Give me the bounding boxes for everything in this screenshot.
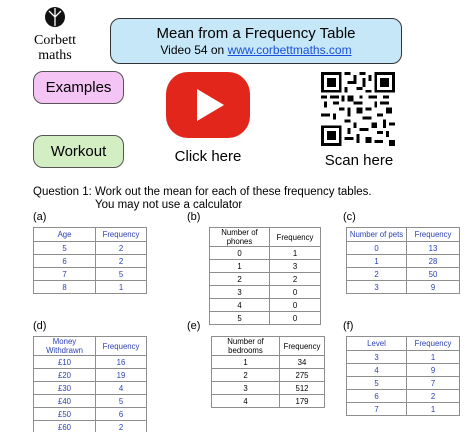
- frequency-table-a: [33, 227, 147, 294]
- table-row: [34, 281, 147, 294]
- frequency-table-e: [211, 336, 325, 408]
- table-cell: 13: [407, 242, 460, 255]
- logo-text-line2: maths: [38, 48, 72, 63]
- part-d-label: (d): [33, 320, 47, 332]
- workout-button[interactable]: Workout: [33, 135, 124, 168]
- part-b-label: (b): [187, 211, 201, 223]
- table-row: [347, 281, 460, 294]
- table-cell: 9: [407, 281, 460, 294]
- table-row: [210, 286, 321, 299]
- table-cell: 1: [347, 255, 407, 268]
- play-video-button[interactable]: [166, 72, 250, 138]
- table-cell: 275: [280, 369, 325, 382]
- table-cell: 0: [270, 286, 321, 299]
- question-line-2: You may not use a calculator: [95, 199, 243, 211]
- frequency-table-f: [346, 336, 460, 416]
- table-cell: 1: [407, 351, 460, 364]
- table-header: Frequency: [96, 337, 147, 356]
- table-cell: 2: [96, 242, 147, 255]
- table-row: [34, 382, 147, 395]
- table-cell: 4: [210, 299, 270, 312]
- table-cell: 5: [347, 377, 407, 390]
- table-cell: 5: [34, 242, 96, 255]
- table-header: Frequency: [407, 337, 460, 351]
- table-cell: 2: [210, 273, 270, 286]
- table-header: Number of pets: [347, 228, 407, 242]
- table-row: [347, 242, 460, 255]
- table-cell: 50: [407, 268, 460, 281]
- qr-code-icon[interactable]: [321, 72, 395, 146]
- table-row: [347, 403, 460, 416]
- table-cell: 0: [270, 312, 321, 325]
- table-cell: 1: [96, 281, 147, 294]
- title-banner: [110, 18, 402, 64]
- table-row: [34, 356, 147, 369]
- frequency-table-c: [346, 227, 460, 294]
- table-header: Number of bedrooms: [212, 337, 280, 356]
- table-cell: 2: [96, 421, 147, 432]
- frequency-table-d: [33, 336, 147, 432]
- table-cell: 6: [96, 408, 147, 421]
- table-cell: 0: [270, 299, 321, 312]
- table-row: [347, 255, 460, 268]
- table-cell: 8: [34, 281, 96, 294]
- table-cell: 0: [347, 242, 407, 255]
- table-cell: 9: [407, 364, 460, 377]
- table-row: [34, 421, 147, 432]
- logo-emblem-icon: [44, 6, 66, 28]
- table-row: [34, 369, 147, 382]
- play-icon: [197, 89, 224, 121]
- examples-button[interactable]: Examples: [33, 71, 124, 104]
- page-title: Mean from a Frequency Table: [156, 25, 356, 42]
- table-row: [210, 260, 321, 273]
- part-f-label: (f): [343, 320, 354, 332]
- table-cell: 4: [96, 382, 147, 395]
- table-row: [347, 351, 460, 364]
- table-cell: £60: [34, 421, 96, 432]
- table-header: Frequency: [280, 337, 325, 356]
- table-cell: 3: [347, 351, 407, 364]
- table-header: Number of phones: [210, 228, 270, 247]
- table-header: Frequency: [270, 228, 321, 247]
- table-cell: 34: [280, 356, 325, 369]
- table-header: Frequency: [407, 228, 460, 242]
- table-cell: £50: [34, 408, 96, 421]
- video-subtitle: [111, 42, 401, 58]
- table-cell: 7: [34, 268, 96, 281]
- part-a-label: (a): [33, 211, 47, 223]
- table-cell: 4: [212, 395, 280, 408]
- table-row: [347, 390, 460, 403]
- table-cell: 2: [270, 273, 321, 286]
- table-cell: 2: [212, 369, 280, 382]
- table-row: [210, 312, 321, 325]
- table-cell: 16: [96, 356, 147, 369]
- table-row: [212, 356, 325, 369]
- table-row: [212, 395, 325, 408]
- table-row: [212, 369, 325, 382]
- table-header: Frequency: [96, 228, 147, 242]
- table-cell: 1: [212, 356, 280, 369]
- table-cell: 512: [280, 382, 325, 395]
- website-link[interactable]: www.corbettmaths.com: [227, 43, 352, 57]
- table-cell: 2: [347, 268, 407, 281]
- table-cell: 1: [270, 247, 321, 260]
- table-cell: 5: [96, 395, 147, 408]
- table-header: Money Withdrawn: [34, 337, 96, 356]
- table-row: [34, 242, 147, 255]
- table-cell: 28: [407, 255, 460, 268]
- table-cell: £20: [34, 369, 96, 382]
- table-row: [210, 299, 321, 312]
- table-cell: 4: [347, 364, 407, 377]
- table-header: Age: [34, 228, 96, 242]
- question-line-1: Work out the mean for each of these frequency tables.: [95, 186, 372, 198]
- table-cell: £30: [34, 382, 96, 395]
- table-cell: 0: [210, 247, 270, 260]
- table-row: [210, 247, 321, 260]
- table-cell: 3: [347, 281, 407, 294]
- table-cell: 5: [96, 268, 147, 281]
- subtitle-prefix: Video 54 on: [160, 43, 228, 57]
- table-cell: 1: [210, 260, 270, 273]
- table-cell: 19: [96, 369, 147, 382]
- table-cell: 7: [347, 403, 407, 416]
- table-cell: 3: [212, 382, 280, 395]
- question-number: Question 1:: [33, 186, 92, 198]
- table-cell: 1: [407, 403, 460, 416]
- click-here-label[interactable]: Click here: [174, 148, 242, 165]
- table-row: [347, 268, 460, 281]
- table-row: [34, 255, 147, 268]
- frequency-table-b: [209, 227, 321, 325]
- table-cell: 6: [34, 255, 96, 268]
- part-e-label: (e): [187, 320, 201, 332]
- table-cell: 5: [210, 312, 270, 325]
- table-cell: 3: [210, 286, 270, 299]
- table-cell: 2: [96, 255, 147, 268]
- question-text: [95, 186, 372, 212]
- table-row: [34, 268, 147, 281]
- table-row: [212, 382, 325, 395]
- table-cell: 7: [407, 377, 460, 390]
- table-row: [210, 273, 321, 286]
- table-cell: £10: [34, 356, 96, 369]
- table-cell: £40: [34, 395, 96, 408]
- part-c-label: (c): [343, 211, 356, 223]
- table-cell: 3: [270, 260, 321, 273]
- table-row: [34, 408, 147, 421]
- table-row: [347, 364, 460, 377]
- logo-text-line1: Corbett: [34, 33, 76, 48]
- table-cell: 2: [407, 390, 460, 403]
- table-cell: 6: [347, 390, 407, 403]
- scan-here-label: Scan here: [324, 152, 394, 169]
- table-row: [34, 395, 147, 408]
- table-cell: 179: [280, 395, 325, 408]
- corbettmaths-logo: [20, 4, 90, 72]
- table-header: Level: [347, 337, 407, 351]
- table-row: [347, 377, 460, 390]
